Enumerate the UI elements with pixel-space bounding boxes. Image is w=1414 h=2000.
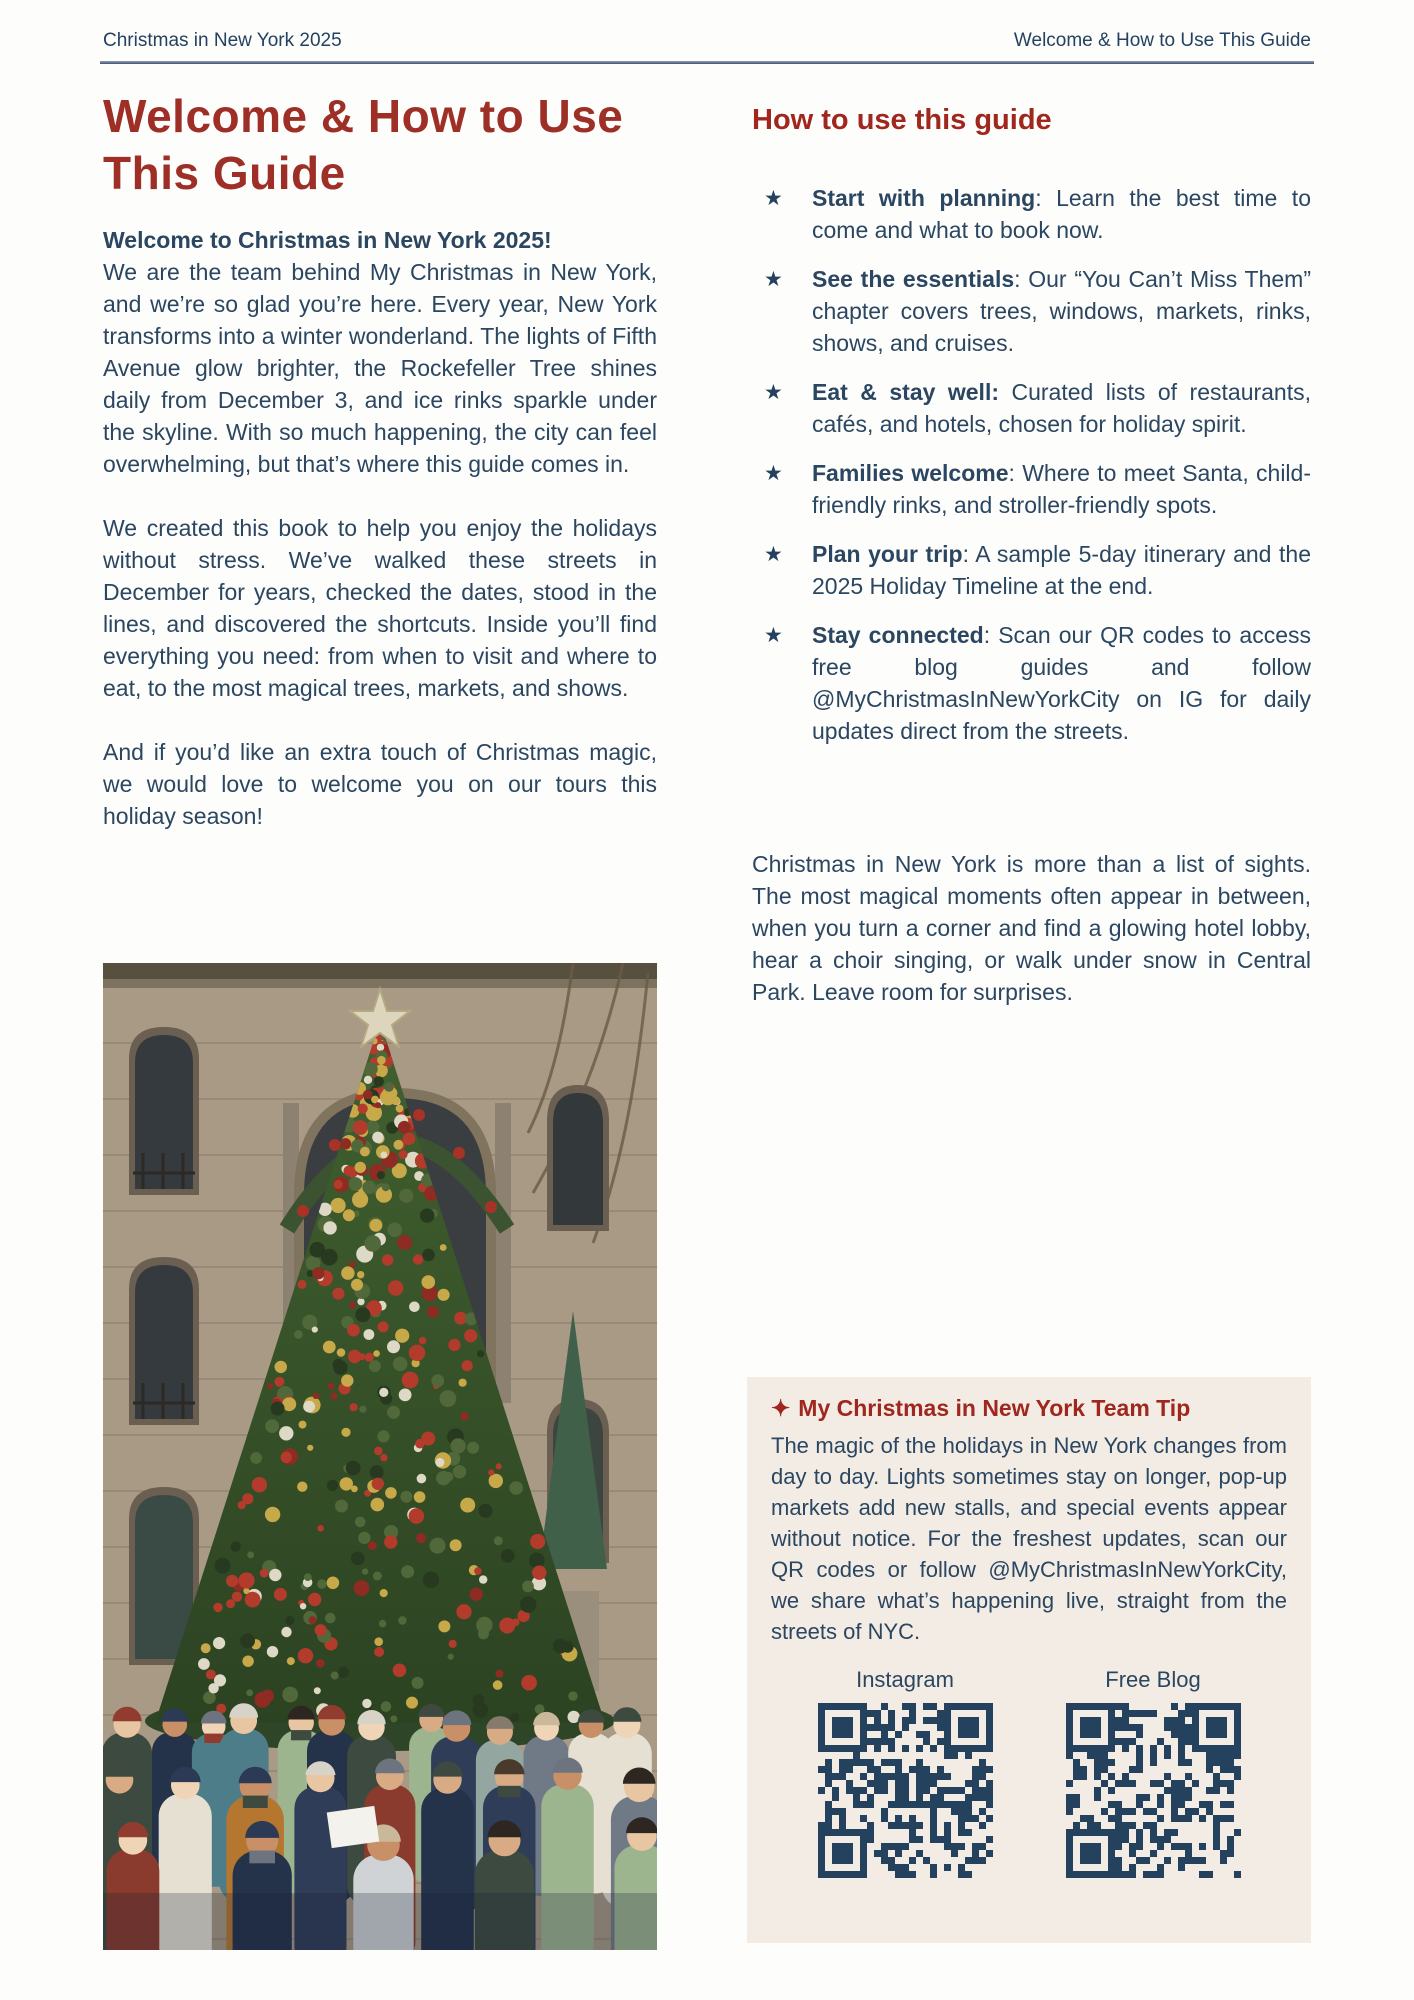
- list-item: [752, 457, 1311, 521]
- closing-paragraph: Christmas in New York is more than a list of sights. The most magical moments often appear in between, when you turn a corner and find a glowing hotel lobby, hear a choir singing, or walk under snow in Central Park. Leave room for surprises.: [752, 851, 1311, 1005]
- team-tip-heading: [771, 1395, 1287, 1422]
- welcome-text: [103, 224, 657, 832]
- welcome-paragraph-2: We created this book to help you enjoy the holidays without stress. We’ve walked these streets in December for years, checked the dates, stood in the lines, and discovered the shortcuts. Inside you’ll find everything you need: from when to visit and where to eat, to the most magical trees, markets, and shows.: [103, 515, 657, 701]
- left-windows: [129, 1027, 199, 1665]
- team-photo-scene: [103, 963, 657, 1950]
- welcome-paragraph-1: We are the team behind My Christmas in New York, and we’re so glad you’re here. Every year, New York transforms into a winter wonderland. The lights of Fifth Avenue glow brighter, the Rockefeller Tree shines daily from December 3, and ice rinks sparkle under the skyline. With so much happening, the city can feel overwhelming, but that’s where this guide comes in.: [103, 259, 657, 477]
- page-title-line-2: This Guide: [103, 147, 346, 199]
- welcome-intro-bold: Welcome to Christmas in New York 2025!: [103, 227, 552, 253]
- qr-row: [771, 1667, 1287, 1878]
- held-sign: [327, 1806, 380, 1848]
- list-item: [752, 182, 1311, 246]
- list-item-lead: Stay connected: [812, 622, 984, 648]
- list-item-lead: See the essentials: [812, 266, 1015, 292]
- instagram-qr-code: [818, 1703, 993, 1878]
- list-item-text: : Learn the best time to come and what to book now.: [812, 185, 1311, 243]
- page-title: [103, 88, 623, 202]
- list-item: [752, 538, 1311, 602]
- running-header-right: Welcome & How to Use This Guide: [1013, 30, 1311, 51]
- list-item-lead: Plan your trip: [812, 541, 963, 567]
- free-blog-qr-code: [1066, 1703, 1241, 1878]
- how-to-use-heading: How to use this guide: [752, 104, 1052, 136]
- list-item-text: : Our “You Can’t Miss Them” chapter covers trees, windows, markets, rinks, shows, and cruises.: [812, 266, 1311, 356]
- star-bullet-icon: ★: [764, 381, 783, 404]
- sparkle-icon: ✦: [771, 1395, 791, 1421]
- star-bullet-icon: ★: [764, 268, 783, 291]
- header-divider: [100, 61, 1314, 64]
- star-bullet-icon: ★: [764, 462, 783, 485]
- qr-column-instagram: [791, 1667, 1019, 1878]
- list-item-lead: Eat & stay well:: [812, 379, 1000, 405]
- qr-label-instagram: Instagram: [856, 1667, 954, 1692]
- list-item: [752, 376, 1311, 440]
- qr-label-free-blog: Free Blog: [1105, 1667, 1201, 1692]
- list-item-text: : A sample 5-day itinerary and the 2025 Holiday Timeline at the end.: [812, 541, 1311, 599]
- page-title-line-1: Welcome & How to Use: [103, 90, 624, 142]
- welcome-paragraph-3: And if you’d like an extra touch of Christmas magic, we would love to welcome you on our tours this holiday season!: [103, 739, 657, 829]
- star-bullet-icon: ★: [764, 543, 783, 566]
- running-header-left: Christmas in New York 2025: [103, 30, 342, 51]
- list-item-text: Curated lists of restaurants, cafés, and hotels, chosen for holiday spirit.: [812, 379, 1312, 437]
- list-item-text: : Scan our QR codes to access free blog guides and follow @MyChristmasInNewYorkCity on IG for daily updates direct from the streets.: [812, 622, 1312, 744]
- star-bullet-icon: ★: [764, 187, 783, 210]
- list-item-lead: Start with planning: [812, 185, 1036, 211]
- list-item: [752, 619, 1311, 747]
- team-tip-heading-text: My Christmas in New York Team Tip: [798, 1395, 1191, 1421]
- list-item-lead: Families welcome: [812, 460, 1009, 486]
- team-tip-box: [747, 1377, 1311, 1943]
- team-photo: [103, 963, 657, 1950]
- qr-column-free-blog: [1039, 1667, 1267, 1878]
- star-bullet-icon: ★: [764, 624, 783, 647]
- list-item-text: : Where to meet Santa, child-friendly rinks, and stroller-friendly spots.: [812, 460, 1311, 518]
- list-item: [752, 263, 1311, 359]
- how-to-use-list: [752, 182, 1311, 764]
- team-tip-body: The magic of the holidays in New York changes from day to day. Lights sometimes stay on longer, pop-up markets add new stalls, and special events appear without notice. For the freshest updates, scan our QR codes or follow @MyChristmasInNewYorkCity, we share what’s happening live, straight from the streets of NYC.: [771, 1433, 1287, 1644]
